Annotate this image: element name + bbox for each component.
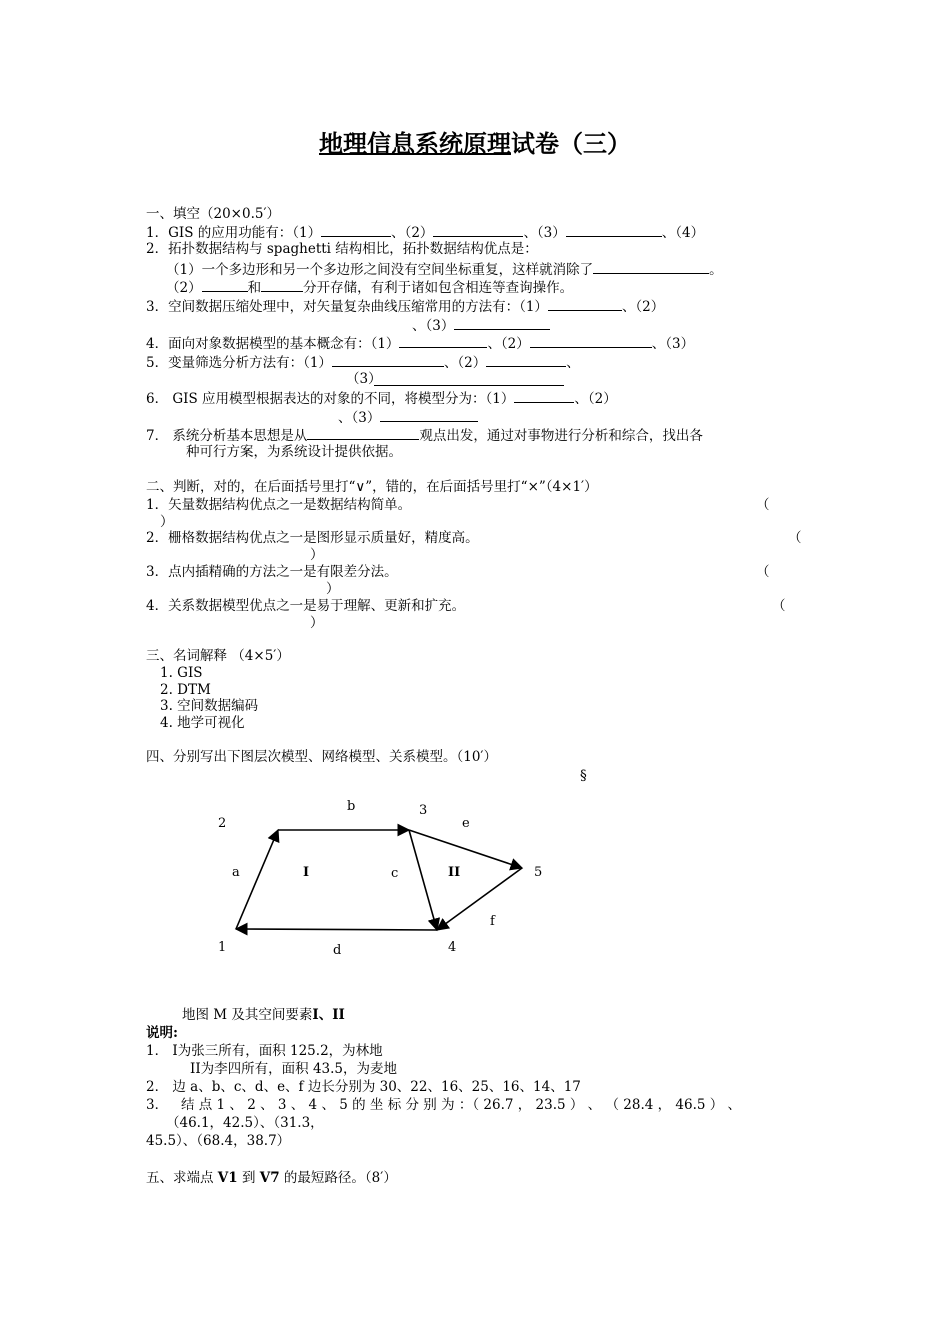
polygon-label: II <box>448 865 461 880</box>
q1: 1．GIS 的应用功能有：（1） 、（2） 、（3） 、（4） <box>146 225 705 241</box>
edge-label: d <box>333 943 342 958</box>
node-label: 1 <box>218 940 227 955</box>
q6: 6． GIS 应用模型根据表达的对象的不同，将模型分为：（1） 、（2） <box>146 391 617 407</box>
judge-bracket-open: （ <box>772 598 786 614</box>
title-rest: 试卷（三） <box>511 129 631 158</box>
note-line: 2． 边 a、b、c、d、e、f 边长分别为 30、22、16、25、16、14、17 <box>146 1079 581 1095</box>
polygon-label: I <box>303 865 310 880</box>
section4-heading: 四、分别写出下图层次模型、网络模型、关系模型。（10′） <box>146 749 497 765</box>
blank <box>321 223 391 237</box>
term-item: 3. 空间数据编码 <box>160 698 259 714</box>
edge-label: e <box>462 816 470 831</box>
blank <box>433 223 523 237</box>
note-label: 说明: <box>146 1025 178 1041</box>
judge-bracket-close: ） <box>160 514 174 530</box>
judge-bracket-open: （ <box>756 497 770 513</box>
q5-cont: （3） <box>346 371 382 387</box>
note-line: 1． I为张三所有，面积 125.2，为林地 <box>146 1043 383 1059</box>
blank <box>566 223 662 237</box>
q2-stem: 2．拓扑数据结构与 spaghetti 结构相比，拓扑数据结构优点是： <box>146 241 538 257</box>
q2-line2: （2） 和 分开存储，有利于诸如包含相连等查询操作。 <box>166 280 574 296</box>
note-line: II为李四所有，面积 43.5，为麦地 <box>190 1061 398 1077</box>
node-label: 2 <box>218 816 227 831</box>
edge-label: a <box>232 865 240 880</box>
section3-heading: 三、名词解释 （4×5′） <box>146 648 290 664</box>
map-figure <box>200 790 560 970</box>
note-line: 3． 结 点 1 、 2 、 3 、 4 、 5 的 坐 标 分 别 为 ：（ 26.7 ， 23.5 ） 、 （ 28.4 ， 46.5 ） 、 <box>146 1097 742 1113</box>
judge-item-1: 1．矢量数据结构优点之一是数据结构简单。 <box>146 497 412 513</box>
section1-heading: 一、填空（20×0.5′） <box>146 206 281 222</box>
q2-line1: （1）一个多边形和另一个多边形之间没有空间坐标重复，这样就消除了 。 <box>166 262 723 278</box>
term-item: 2. DTM <box>160 682 211 698</box>
title-underlined: 地理信息系统原理 <box>319 129 511 158</box>
figure-caption: 地图 M 及其空间要素I、II <box>182 1007 345 1023</box>
section-mark: § <box>580 768 587 784</box>
judge-bracket-close: ） <box>310 547 324 563</box>
judge-item-3: 3．点内插精确的方法之一是有限差分法。 <box>146 564 398 580</box>
q6-cont: 、（3） <box>338 408 478 427</box>
blank <box>514 389 574 403</box>
edge-c <box>409 830 437 930</box>
term-item: 4. 地学可视化 <box>160 715 245 731</box>
judge-item-4: 4．关系数据模型优点之一是易于理解、更新和扩充。 <box>146 598 466 614</box>
section5-heading: 五、求端点 V1 到 V7 的最短路径。（8′） <box>146 1170 397 1186</box>
edge-label: f <box>490 914 495 929</box>
blank <box>454 316 550 330</box>
note-line: （46.1，42.5）、（31.3， <box>166 1115 324 1131</box>
q3-cont: 、（3） <box>412 316 550 335</box>
node-label: 4 <box>448 940 457 955</box>
page-title <box>0 128 950 160</box>
judge-bracket-close: ） <box>326 581 340 597</box>
blank <box>593 260 709 274</box>
blank <box>530 334 652 348</box>
q4: 4．面向对象数据模型的基本概念有：（1） 、（2） 、（3） <box>146 336 695 352</box>
blank <box>548 297 622 311</box>
q3: 3．空间数据压缩处理中，对矢量复杂曲线压缩常用的方法有：（1） 、（2） <box>146 299 665 315</box>
blank <box>374 385 564 386</box>
q7: 7． 系统分析基本思想是从 观点出发，通过对事物进行分析和综合，找出各 <box>146 428 703 444</box>
blank <box>399 334 487 348</box>
blank <box>307 426 419 440</box>
q5: 5．变量筛选分析方法有：（1） 、（2） 、 <box>146 355 580 371</box>
blank <box>261 278 303 292</box>
term-item: 1. GIS <box>160 665 203 681</box>
node-label: 5 <box>534 865 543 880</box>
blank <box>380 408 478 422</box>
edge-d <box>236 929 437 930</box>
blank <box>202 278 248 292</box>
blank <box>332 353 444 367</box>
judge-bracket-close: ） <box>310 615 324 631</box>
edge-a <box>236 830 278 929</box>
note-line: 45.5）、（68.4，38.7） <box>146 1133 291 1149</box>
judge-item-2: 2．栅格数据结构优点之一是图形显示质量好，精度高。 <box>146 530 479 546</box>
edge-label: b <box>347 799 356 814</box>
node-label: 3 <box>419 803 428 818</box>
blank <box>486 353 566 367</box>
edge-e <box>409 830 522 868</box>
judge-bracket-open: （ <box>756 564 770 580</box>
section2-heading: 二、判断，对的，在后面括号里打“∨”，错的，在后面括号里打“×”（4×1′） <box>146 479 598 495</box>
q7-cont: 种可行方案，为系统设计提供依据。 <box>186 444 402 460</box>
judge-bracket-open: （ <box>788 530 802 546</box>
edge-label: c <box>391 866 399 881</box>
